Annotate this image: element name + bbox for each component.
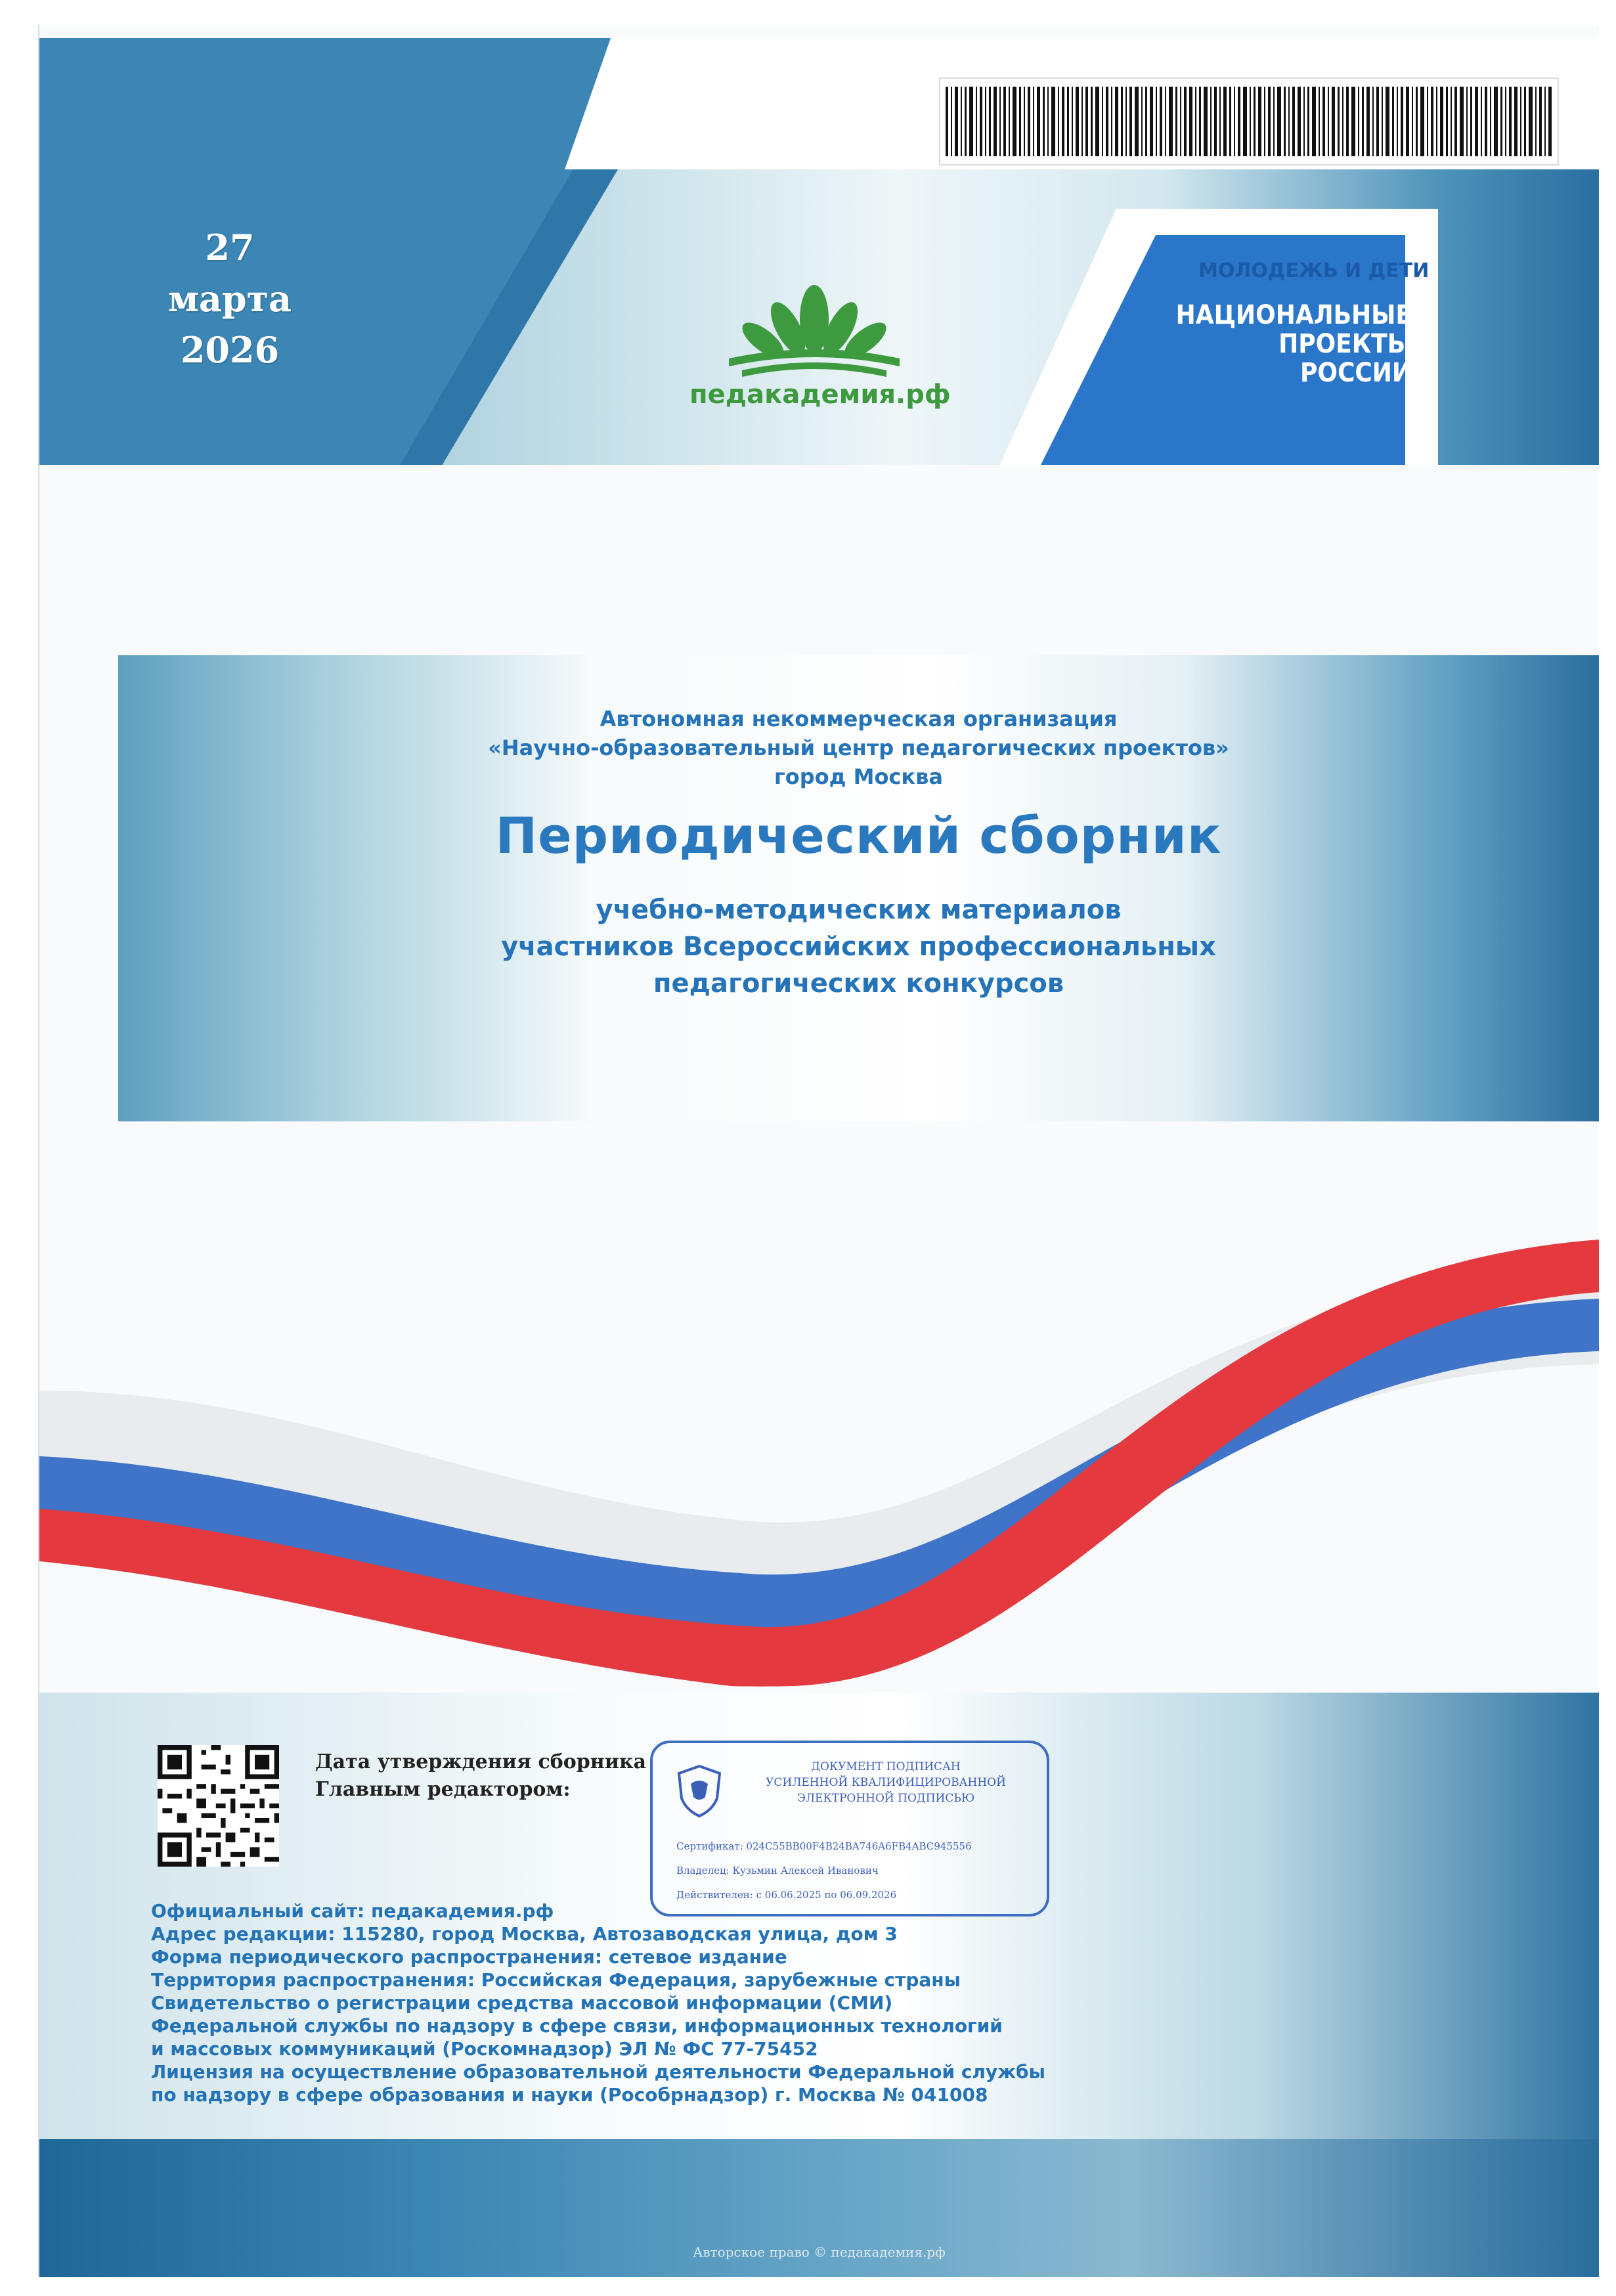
stamp-certificate: Сертификат: 024C55BB00F4B24BA746A6FB4ABC945556 xyxy=(676,1840,972,1852)
barcode xyxy=(939,77,1559,165)
info-license: Лицензия на осуществление образовательной деятельности Федеральной службы xyxy=(151,2061,1045,2083)
cover-page xyxy=(38,25,1599,2277)
issue-date xyxy=(138,222,322,376)
organization-name: Автономная некоммерческая организация «Научно-образовательный центр педагогических проектов» город Москва xyxy=(488,706,1229,789)
info-certificate-cont: Федеральной службы по надзору в сфере связи, информационных технологий xyxy=(151,2015,1003,2037)
stamp-heading: ДОКУМЕНТ ПОДПИСАН УСИЛЕННОЙ КВАЛИФИЦИРОВАННОЙ ЭЛЕКТРОННОЙ ПОДПИСЬЮ xyxy=(766,1760,1006,1805)
info-certificate: Свидетельство о регистрации средства массовой информации (СМИ) xyxy=(151,1992,893,2014)
info-form: Форма периодического распространения: сетевое издание xyxy=(151,1946,787,1968)
np-main-label: НАЦИОНАЛЬНЫЕ ПРОЕКТЫ РОССИИ xyxy=(1175,300,1412,388)
info-address: Адрес редакции: 115280, город Москва, Автозаводская улица, дом 3 xyxy=(151,1923,898,1945)
publication-info xyxy=(151,1899,1045,2106)
approval-label: Дата утверждения сборника Главным редактором: xyxy=(315,1750,647,1801)
national-projects-logo xyxy=(1133,225,1441,501)
np-top-label: МОЛОДЕЖЬ И ДЕТИ xyxy=(1198,259,1430,282)
issue-date-year: 2026 xyxy=(180,329,280,371)
page-subtitle: учебно-методических материалов участников Всероссийских профессиональных педагогических конкурсов xyxy=(501,895,1216,999)
lotus-icon xyxy=(689,274,939,379)
pedakademia-logo xyxy=(689,274,951,419)
info-territory: Территория распространения: Российская Федерация, зарубежные страны xyxy=(151,1969,961,1991)
info-certificate-number: и массовых коммуникаций (Роскомнадзор) ЭЛ № ФС 77-75452 xyxy=(151,2038,818,2060)
logo-text: педакадемия.рф xyxy=(689,379,951,410)
russian-flag-wave xyxy=(39,1194,1599,1719)
qr-code xyxy=(158,1745,279,1867)
e-signature-stamp xyxy=(650,1741,1049,1917)
info-license-number: по надзору в сфере образования и науки (Рособрнадзор) г. Москва № 041008 xyxy=(151,2084,988,2106)
stamp-owner: Владелец: Кузьмин Алексей Иванович xyxy=(676,1865,879,1876)
issue-date-day: 27 марта xyxy=(167,227,292,320)
info-website: Официальный сайт: педакадемия.рф xyxy=(151,1900,554,1922)
emblem-icon xyxy=(676,1764,722,1818)
stamp-validity: Действителен: с 06.06.2025 по 06.09.2026 xyxy=(676,1889,897,1901)
page-title: Периодический сборник xyxy=(495,806,1222,865)
copyright-text: Авторское право © педакадемия.рф xyxy=(693,2244,946,2260)
